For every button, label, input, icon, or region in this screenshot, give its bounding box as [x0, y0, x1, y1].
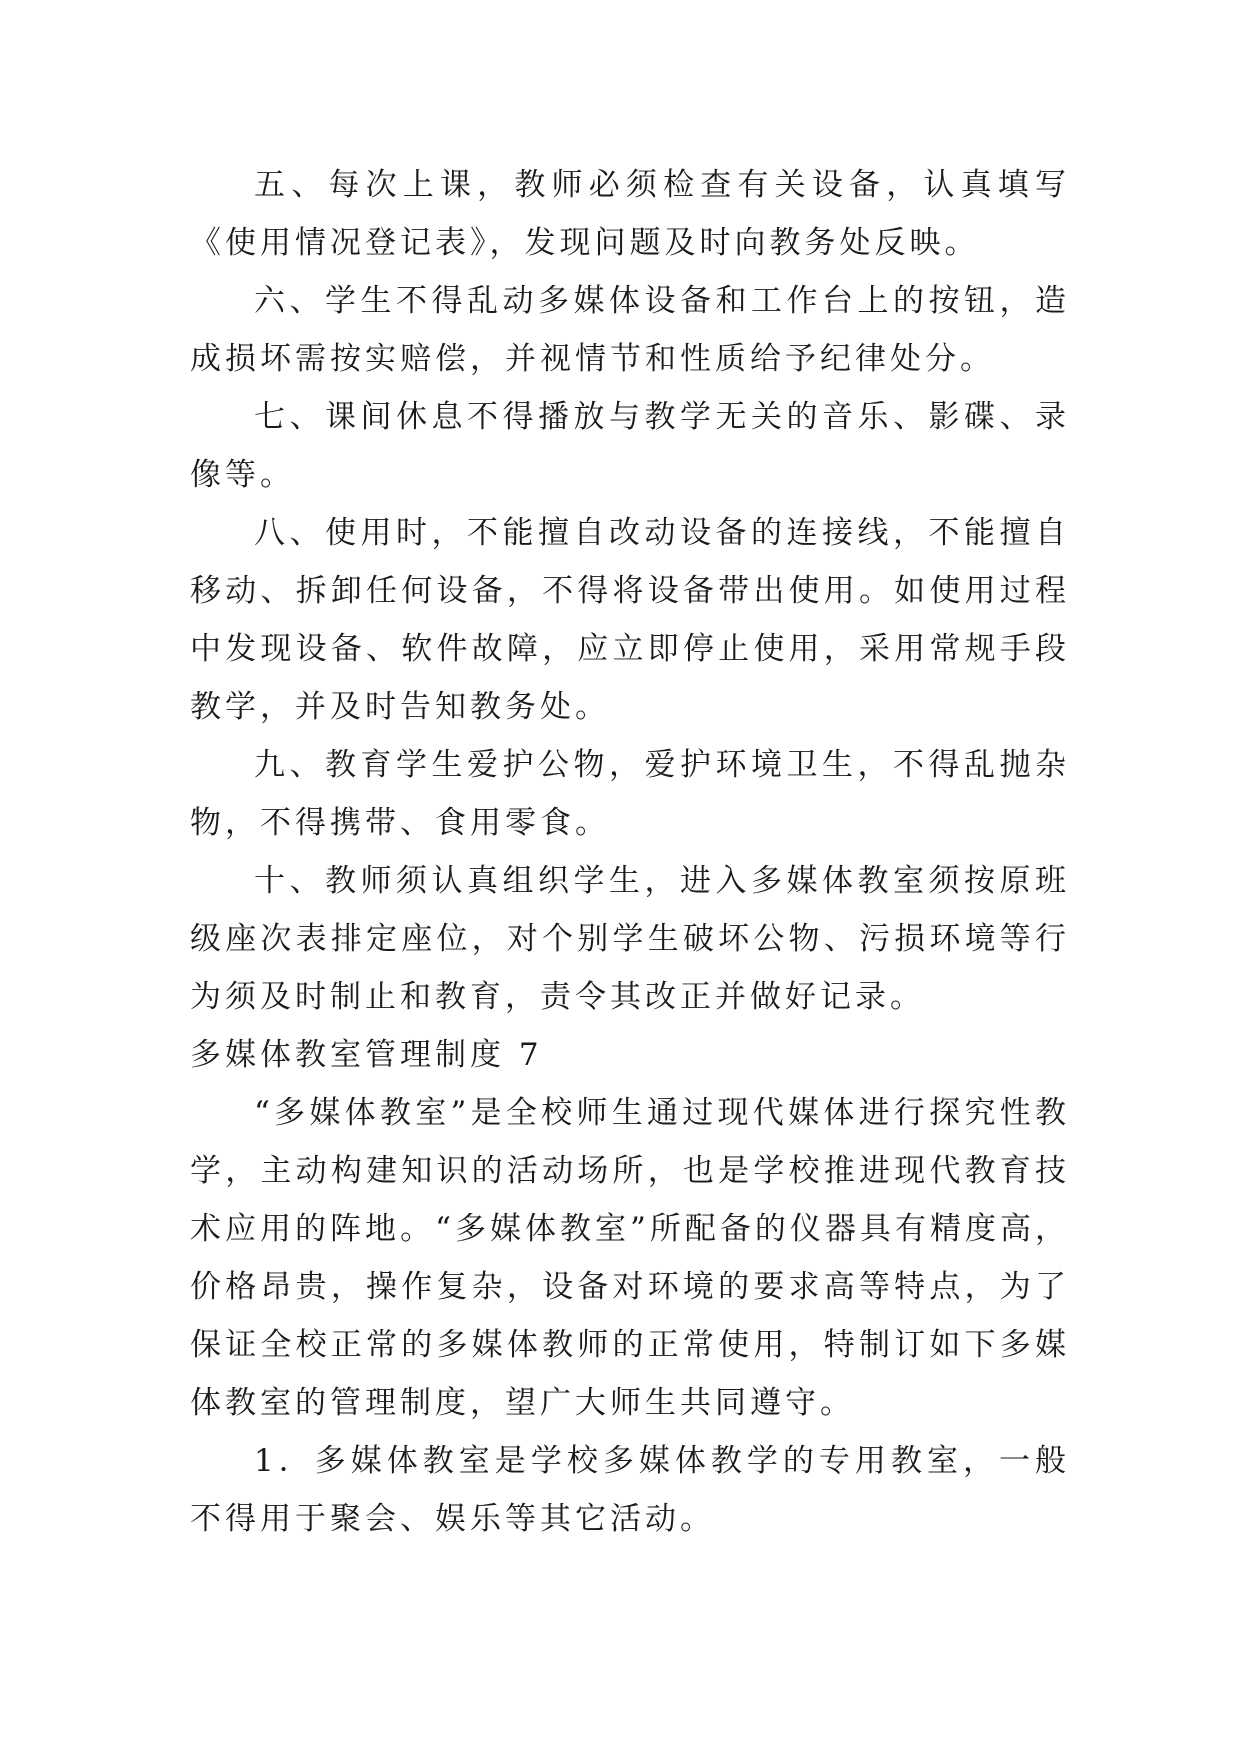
paragraph-rule-8: 八、使用时，不能擅自改动设备的连接线，不能擅自移动、拆卸任何设备，不得将设备带出使用。如使用过程中发现设备、软件故障，应立即停止使用，采用常规手段教学，并及时告知教务处。: [190, 515, 1070, 725]
paragraph-rule-9: 九、教育学生爱护公物，爱护环境卫生，不得乱抛杂物，不得携带、食用零食。: [190, 747, 1070, 841]
paragraph-rule-6: 六、学生不得乱动多媒体设备和工作台上的按钮，造成损坏需按实赔偿，并视情节和性质给予纪律处分。: [190, 283, 1070, 377]
intro-paragraph: “多媒体教室”是全校师生通过现代媒体进行探究性教学，主动构建知识的活动场所，也是学校推进现代教育技术应用的阵地。“多媒体教室”所配备的仪器具有精度高，价格昂贵，操作复杂，设备对环境的要求高等特点，为了保证全校正常的多媒体教师的正常使用，特制订如下多媒体教室的管理制度，望广大师生共同遵守。: [190, 1095, 1070, 1421]
paragraph-rule-10: 十、教师须认真组织学生，进入多媒体教室须按原班级座次表排定座位，对个别学生破坏公物、污损环境等行为须及时制止和教育，责令其改正并做好记录。: [190, 863, 1070, 1015]
paragraph-rule-7: 七、课间休息不得播放与教学无关的音乐、影碟、录像等。: [190, 399, 1070, 493]
section-heading: 多媒体教室管理制度 7: [190, 1037, 543, 1073]
paragraph-rule-1: 1．多媒体教室是学校多媒体教学的专用教室，一般不得用于聚会、娱乐等其它活动。: [190, 1443, 1070, 1537]
document-body: [190, 156, 1070, 1548]
paragraph-rule-5: 五、每次上课，教师必须检查有关设备，认真填写《使用情况登记表》，发现问题及时向教务处反映。: [190, 167, 1070, 261]
